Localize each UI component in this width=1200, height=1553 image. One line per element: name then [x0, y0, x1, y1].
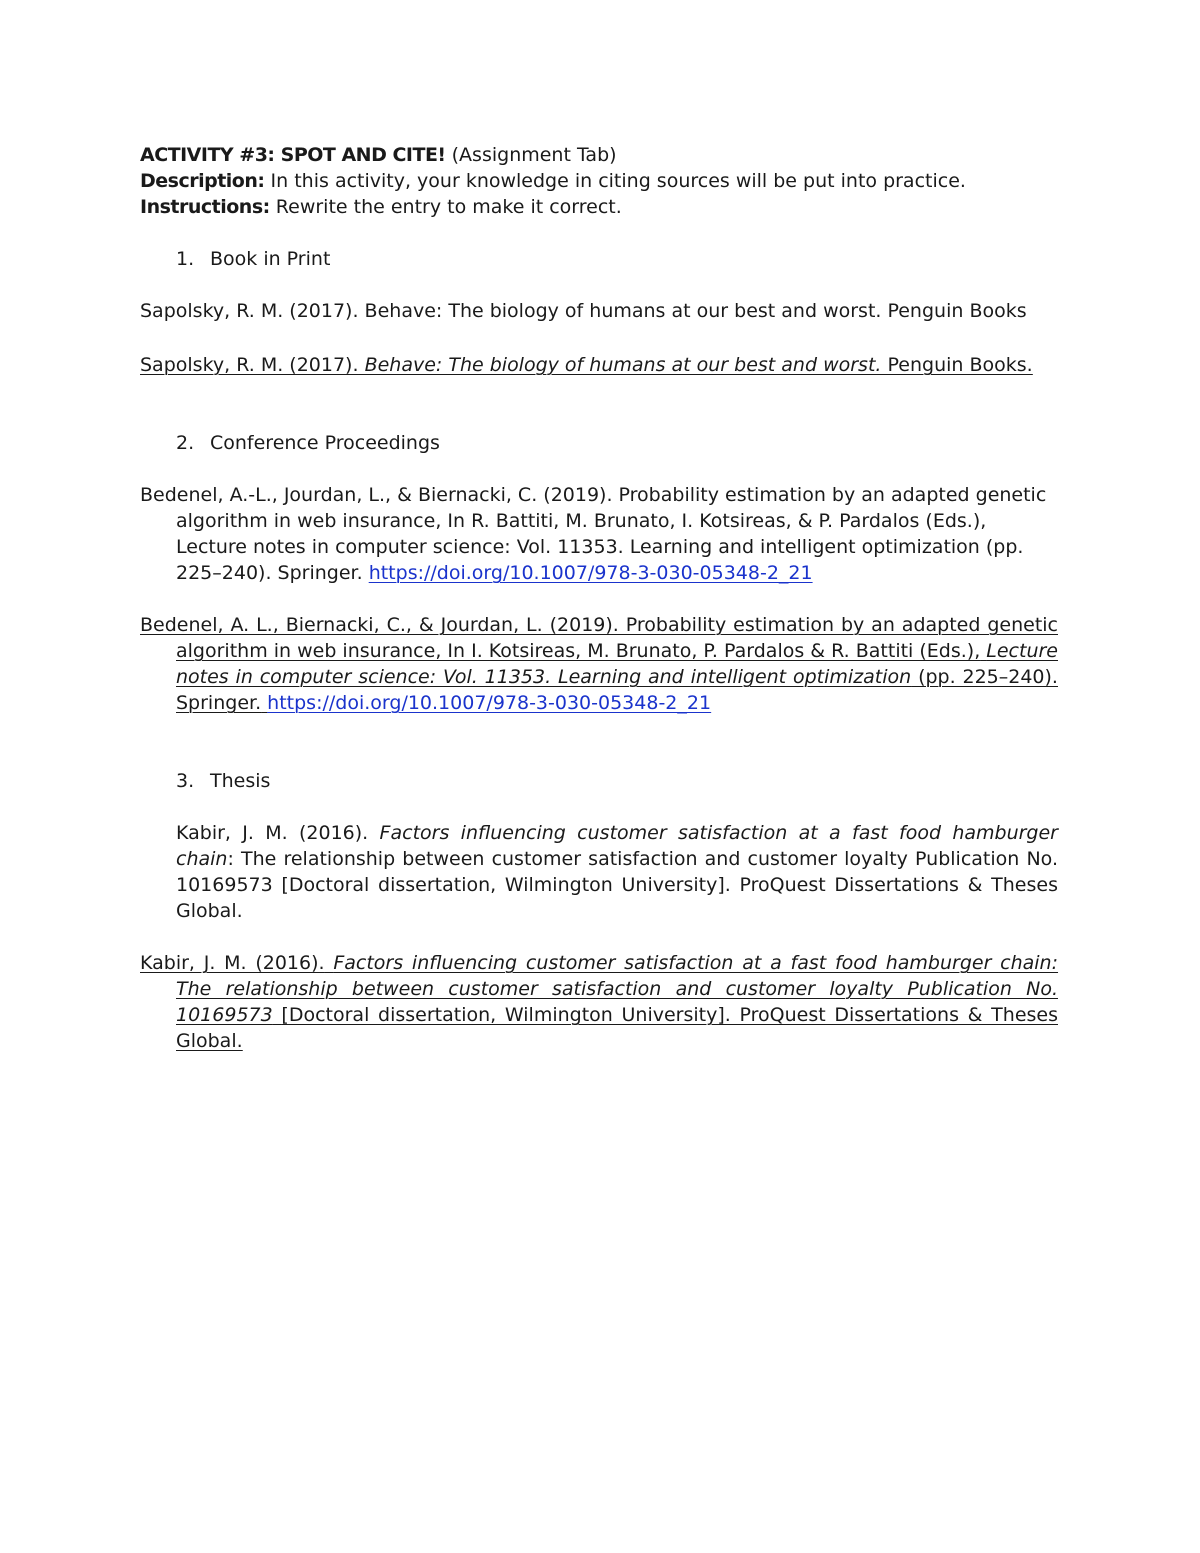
- book-corrected-entry[interactable]: [140, 352, 1058, 378]
- conference-corrected-end: (pp. 225–240). Springer.: [176, 666, 1058, 714]
- section-label: Book in Print: [210, 248, 331, 270]
- description-text: In this activity, your knowledge in citing sources will be put into practice.: [270, 170, 966, 192]
- activity-title: ACTIVITY #3: SPOT AND CITE!: [140, 144, 446, 166]
- instructions-line: [140, 194, 1058, 220]
- section-number: 2.: [176, 432, 195, 454]
- thesis-original-italic: Factors influencing customer satisfaction at a fast food hamburger chain: [176, 822, 1058, 870]
- section-heading-thesis: [140, 768, 1058, 794]
- conference-corrected-start: Bedenel, A. L., Biernacki, C., & Jourdan, L. (2019). Probability estimation by an adapted genetic algorithm in web insurance, In I. Kotsireas, M. Brunato, P. Pardalos & R. Battiti (Eds.),: [140, 614, 1058, 662]
- description-label: Description:: [140, 170, 265, 192]
- thesis-corrected-authors: Kabir, J. M. (2016).: [140, 952, 325, 974]
- section-label: Thesis: [210, 770, 271, 792]
- conference-original-text: Bedenel, A.-L., Jourdan, L., & Biernacki, C. (2019). Probability estimation by an adapted genetic algorithm in web insurance, In R. Battiti, M. Brunato, I. Kotsireas, & P. Pardalos (Eds.), Lecture notes in computer science: Vol. 11353. Learning and intelligent optimization (pp. 225–240). Springer.: [140, 484, 1047, 584]
- instructions-text: Rewrite the entry to make it correct.: [275, 196, 622, 218]
- section-number: 1.: [176, 248, 195, 270]
- thesis-corrected-entry[interactable]: [140, 950, 1058, 1054]
- conference-corrected-doi-link[interactable]: https://doi.org/10.1007/978-3-030-05348-2_21: [267, 692, 712, 714]
- book-corrected-publisher: Penguin Books.: [887, 354, 1033, 376]
- instructions-label: Instructions:: [140, 196, 270, 218]
- thesis-original-entry: [140, 820, 1058, 924]
- activity-tab: (Assignment Tab): [451, 144, 617, 166]
- book-corrected-authors: Sapolsky, R. M. (2017).: [140, 354, 359, 376]
- activity-heading: [140, 142, 1058, 168]
- section-number: 3.: [176, 770, 195, 792]
- conference-original-entry: [140, 482, 1058, 586]
- thesis-original-rest: : The relationship between customer satisfaction and customer loyalty Publication No. 10169573 [Doctoral dissertation, Wilmington University]. ProQuest Dissertations & Theses Global.: [176, 848, 1058, 922]
- conference-corrected-italic: Lecture notes in computer science: Vol. 11353. Learning and intelligent optimization: [176, 640, 1058, 688]
- thesis-corrected-italic: Factors influencing customer satisfaction at a fast food hamburger chain: The relationship between customer satisfaction and customer loyalty Publication No. 10169573: [176, 952, 1059, 1026]
- section-heading-conference: [140, 430, 1058, 456]
- thesis-corrected-rest: [Doctoral dissertation, Wilmington University]. ProQuest Dissertations & Theses Global.: [176, 1004, 1058, 1052]
- conference-original-doi-link[interactable]: https://doi.org/10.1007/978-3-030-05348-2_21: [368, 562, 813, 584]
- conference-corrected-entry[interactable]: [140, 612, 1058, 716]
- book-corrected-title: Behave: The biology of humans at our best and worst.: [364, 354, 882, 376]
- description-line: [140, 168, 1058, 194]
- section-label: Conference Proceedings: [210, 432, 440, 454]
- section-heading-book: [140, 246, 1058, 272]
- thesis-original-authors: Kabir, J. M. (2016).: [176, 822, 369, 844]
- book-original-entry: Sapolsky, R. M. (2017). Behave: The biology of humans at our best and worst. Penguin Books: [140, 300, 1027, 322]
- document-page: [140, 142, 1058, 1054]
